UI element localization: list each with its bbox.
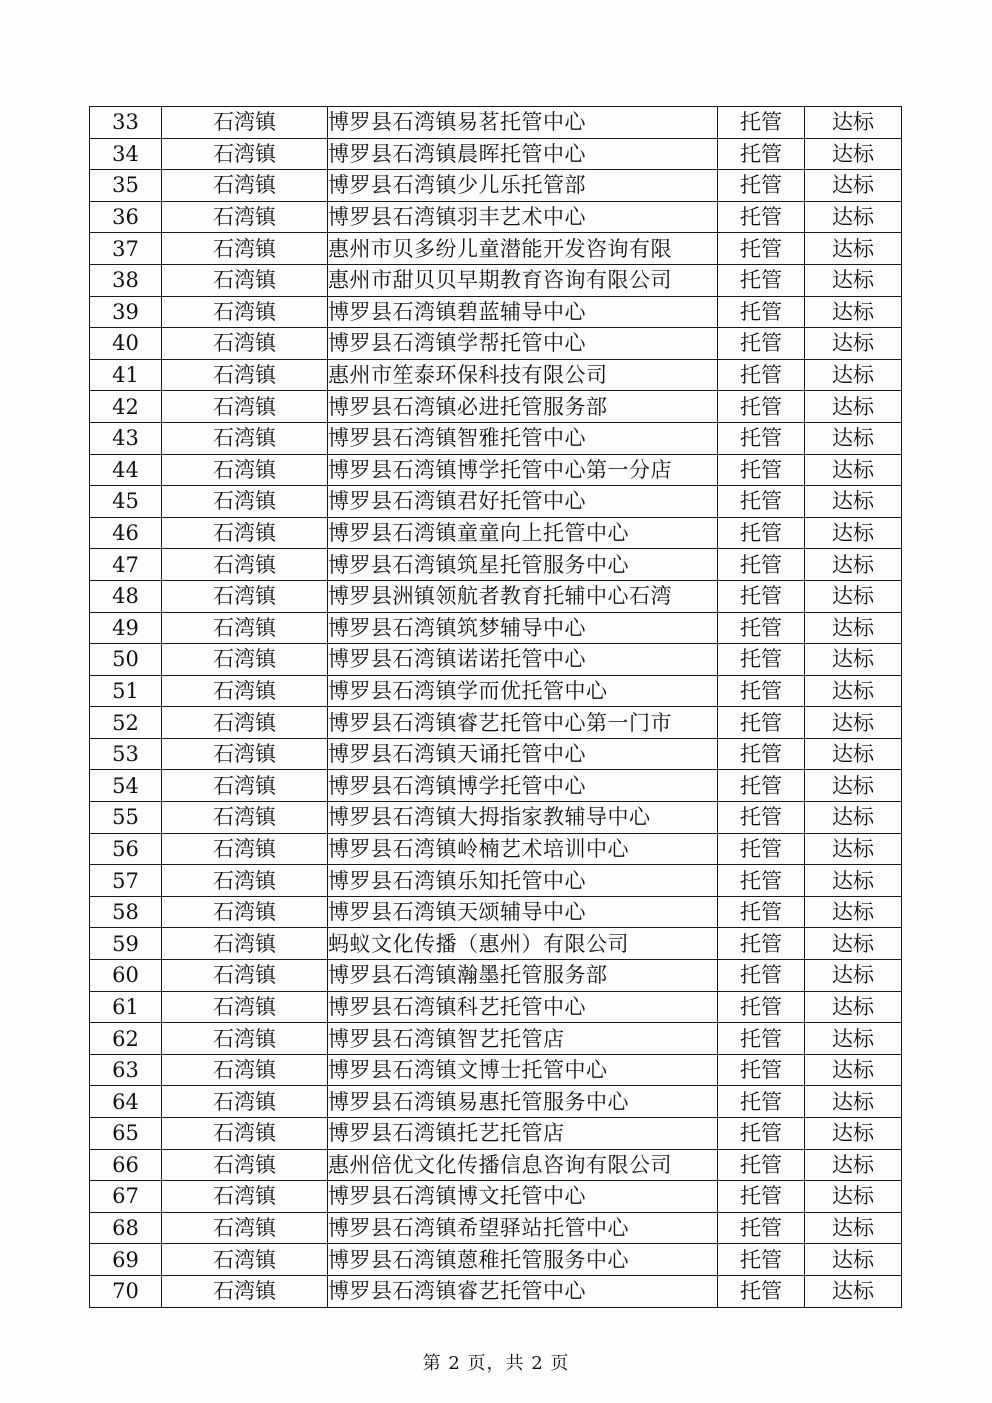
institution-name-cell: 博罗县洲镇领航者教育托辅中心石湾 <box>328 580 718 612</box>
town-cell: 石湾镇 <box>162 138 328 170</box>
table-row <box>90 1149 902 1181</box>
status-cell: 达标 <box>805 644 902 676</box>
row-number-cell: 55 <box>90 802 162 834</box>
service-type-cell: 托管 <box>718 517 805 549</box>
institution-name-cell: 惠州市贝多纷儿童潜能开发咨询有限 <box>328 233 718 265</box>
institution-name-cell: 博罗县石湾镇岭楠艺术培训中心 <box>328 833 718 865</box>
town-cell: 石湾镇 <box>162 1023 328 1055</box>
status-cell: 达标 <box>805 264 902 296</box>
status-cell: 达标 <box>805 1054 902 1086</box>
row-number-cell: 59 <box>90 928 162 960</box>
institution-name-cell: 蚂蚁文化传播（惠州）有限公司 <box>328 928 718 960</box>
institution-name-cell: 博罗县石湾镇学而优托管中心 <box>328 675 718 707</box>
row-number-cell: 47 <box>90 549 162 581</box>
row-number-cell: 64 <box>90 1086 162 1118</box>
institution-name-cell: 博罗县石湾镇大拇指家教辅导中心 <box>328 802 718 834</box>
service-type-cell: 托管 <box>718 264 805 296</box>
service-type-cell: 托管 <box>718 802 805 834</box>
institution-name-cell: 博罗县石湾镇必进托管服务部 <box>328 391 718 423</box>
row-number-cell: 34 <box>90 138 162 170</box>
town-cell: 石湾镇 <box>162 296 328 328</box>
row-number-cell: 69 <box>90 1244 162 1276</box>
service-type-cell: 托管 <box>718 833 805 865</box>
row-number-cell: 43 <box>90 422 162 454</box>
row-number-cell: 39 <box>90 296 162 328</box>
town-cell: 石湾镇 <box>162 612 328 644</box>
town-cell: 石湾镇 <box>162 233 328 265</box>
service-type-cell: 托管 <box>718 233 805 265</box>
institution-name-cell: 博罗县石湾镇君好托管中心 <box>328 486 718 518</box>
table-row <box>90 1244 902 1276</box>
status-cell: 达标 <box>805 1118 902 1150</box>
institution-name-cell: 惠州市甜贝贝早期教育咨询有限公司 <box>328 264 718 296</box>
row-number-cell: 60 <box>90 960 162 992</box>
row-number-cell: 40 <box>90 328 162 360</box>
town-cell: 石湾镇 <box>162 107 328 139</box>
status-cell: 达标 <box>805 391 902 423</box>
institution-name-cell: 博罗县石湾镇文博士托管中心 <box>328 1054 718 1086</box>
town-cell: 石湾镇 <box>162 580 328 612</box>
table-row <box>90 107 902 139</box>
town-cell: 石湾镇 <box>162 328 328 360</box>
table-row <box>90 896 902 928</box>
status-cell: 达标 <box>805 1275 902 1307</box>
service-type-cell: 托管 <box>718 675 805 707</box>
town-cell: 石湾镇 <box>162 802 328 834</box>
institution-name-cell: 博罗县石湾镇希望驿站托管中心 <box>328 1212 718 1244</box>
institution-name-cell: 博罗县石湾镇天诵托管中心 <box>328 738 718 770</box>
town-cell: 石湾镇 <box>162 896 328 928</box>
institution-name-cell: 博罗县石湾镇托艺托管店 <box>328 1118 718 1150</box>
service-type-cell: 托管 <box>718 707 805 739</box>
status-cell: 达标 <box>805 580 902 612</box>
service-type-cell: 托管 <box>718 1275 805 1307</box>
institution-name-cell: 博罗县石湾镇诺诺托管中心 <box>328 644 718 676</box>
town-cell: 石湾镇 <box>162 1149 328 1181</box>
row-number-cell: 41 <box>90 359 162 391</box>
institution-name-cell: 博罗县石湾镇碧蓝辅导中心 <box>328 296 718 328</box>
row-number-cell: 70 <box>90 1275 162 1307</box>
status-cell: 达标 <box>805 1149 902 1181</box>
town-cell: 石湾镇 <box>162 1244 328 1276</box>
table-row <box>90 802 902 834</box>
row-number-cell: 56 <box>90 833 162 865</box>
town-cell: 石湾镇 <box>162 264 328 296</box>
town-cell: 石湾镇 <box>162 991 328 1023</box>
row-number-cell: 33 <box>90 107 162 139</box>
table-row <box>90 865 902 897</box>
town-cell: 石湾镇 <box>162 201 328 233</box>
status-cell: 达标 <box>805 738 902 770</box>
status-cell: 达标 <box>805 991 902 1023</box>
row-number-cell: 44 <box>90 454 162 486</box>
service-type-cell: 托管 <box>718 454 805 486</box>
row-number-cell: 53 <box>90 738 162 770</box>
town-cell: 石湾镇 <box>162 422 328 454</box>
town-cell: 石湾镇 <box>162 675 328 707</box>
roster-table-body <box>90 107 902 1308</box>
status-cell: 达标 <box>805 138 902 170</box>
row-number-cell: 66 <box>90 1149 162 1181</box>
town-cell: 石湾镇 <box>162 486 328 518</box>
table-row <box>90 1118 902 1150</box>
town-cell: 石湾镇 <box>162 359 328 391</box>
table-row <box>90 644 902 676</box>
town-cell: 石湾镇 <box>162 1118 328 1150</box>
town-cell: 石湾镇 <box>162 833 328 865</box>
status-cell: 达标 <box>805 833 902 865</box>
institution-name-cell: 博罗县石湾镇童童向上托管中心 <box>328 517 718 549</box>
service-type-cell: 托管 <box>718 991 805 1023</box>
status-cell: 达标 <box>805 201 902 233</box>
service-type-cell: 托管 <box>718 549 805 581</box>
service-type-cell: 托管 <box>718 1118 805 1150</box>
institution-name-cell: 博罗县石湾镇少儿乐托管部 <box>328 170 718 202</box>
row-number-cell: 63 <box>90 1054 162 1086</box>
town-cell: 石湾镇 <box>162 738 328 770</box>
service-type-cell: 托管 <box>718 170 805 202</box>
town-cell: 石湾镇 <box>162 707 328 739</box>
town-cell: 石湾镇 <box>162 454 328 486</box>
institution-name-cell: 博罗县石湾镇博文托管中心 <box>328 1181 718 1213</box>
town-cell: 石湾镇 <box>162 549 328 581</box>
row-number-cell: 37 <box>90 233 162 265</box>
service-type-cell: 托管 <box>718 770 805 802</box>
town-cell: 石湾镇 <box>162 391 328 423</box>
table-row <box>90 1212 902 1244</box>
service-type-cell: 托管 <box>718 580 805 612</box>
town-cell: 石湾镇 <box>162 644 328 676</box>
institution-name-cell: 博罗县石湾镇筑星托管服务中心 <box>328 549 718 581</box>
service-type-cell: 托管 <box>718 1023 805 1055</box>
town-cell: 石湾镇 <box>162 960 328 992</box>
institution-name-cell: 博罗县石湾镇晨晖托管中心 <box>328 138 718 170</box>
service-type-cell: 托管 <box>718 107 805 139</box>
institution-name-cell: 博罗县石湾镇睿艺托管中心第一门市 <box>328 707 718 739</box>
row-number-cell: 58 <box>90 896 162 928</box>
status-cell: 达标 <box>805 422 902 454</box>
institution-name-cell: 博罗县石湾镇易茗托管中心 <box>328 107 718 139</box>
status-cell: 达标 <box>805 770 902 802</box>
row-number-cell: 50 <box>90 644 162 676</box>
table-row <box>90 1086 902 1118</box>
institution-name-cell: 博罗县石湾镇易惠托管服务中心 <box>328 1086 718 1118</box>
status-cell: 达标 <box>805 359 902 391</box>
row-number-cell: 45 <box>90 486 162 518</box>
town-cell: 石湾镇 <box>162 770 328 802</box>
status-cell: 达标 <box>805 896 902 928</box>
town-cell: 石湾镇 <box>162 170 328 202</box>
table-row <box>90 201 902 233</box>
institution-name-cell: 博罗县石湾镇博学托管中心第一分店 <box>328 454 718 486</box>
row-number-cell: 57 <box>90 865 162 897</box>
row-number-cell: 42 <box>90 391 162 423</box>
status-cell: 达标 <box>805 1181 902 1213</box>
row-number-cell: 36 <box>90 201 162 233</box>
institution-name-cell: 博罗县石湾镇科艺托管中心 <box>328 991 718 1023</box>
table-row <box>90 549 902 581</box>
row-number-cell: 62 <box>90 1023 162 1055</box>
institution-name-cell: 博罗县石湾镇智雅托管中心 <box>328 422 718 454</box>
roster-table <box>89 106 902 1308</box>
status-cell: 达标 <box>805 517 902 549</box>
institution-name-cell: 博罗县石湾镇蒽稚托管服务中心 <box>328 1244 718 1276</box>
table-row <box>90 454 902 486</box>
town-cell: 石湾镇 <box>162 865 328 897</box>
table-row <box>90 391 902 423</box>
table-row <box>90 612 902 644</box>
status-cell: 达标 <box>805 707 902 739</box>
table-row <box>90 833 902 865</box>
service-type-cell: 托管 <box>718 201 805 233</box>
service-type-cell: 托管 <box>718 422 805 454</box>
institution-name-cell: 博罗县石湾镇乐知托管中心 <box>328 865 718 897</box>
status-cell: 达标 <box>805 675 902 707</box>
row-number-cell: 46 <box>90 517 162 549</box>
status-cell: 达标 <box>805 296 902 328</box>
service-type-cell: 托管 <box>718 1054 805 1086</box>
service-type-cell: 托管 <box>718 486 805 518</box>
status-cell: 达标 <box>805 1244 902 1276</box>
institution-name-cell: 博罗县石湾镇博学托管中心 <box>328 770 718 802</box>
status-cell: 达标 <box>805 454 902 486</box>
service-type-cell: 托管 <box>718 1149 805 1181</box>
service-type-cell: 托管 <box>718 896 805 928</box>
service-type-cell: 托管 <box>718 1086 805 1118</box>
row-number-cell: 38 <box>90 264 162 296</box>
status-cell: 达标 <box>805 1023 902 1055</box>
status-cell: 达标 <box>805 802 902 834</box>
town-cell: 石湾镇 <box>162 1181 328 1213</box>
service-type-cell: 托管 <box>718 1212 805 1244</box>
town-cell: 石湾镇 <box>162 1054 328 1086</box>
town-cell: 石湾镇 <box>162 1275 328 1307</box>
status-cell: 达标 <box>805 486 902 518</box>
table-row <box>90 264 902 296</box>
status-cell: 达标 <box>805 612 902 644</box>
row-number-cell: 61 <box>90 991 162 1023</box>
status-cell: 达标 <box>805 1086 902 1118</box>
row-number-cell: 54 <box>90 770 162 802</box>
service-type-cell: 托管 <box>718 328 805 360</box>
service-type-cell: 托管 <box>718 738 805 770</box>
table-row <box>90 928 902 960</box>
table-row <box>90 707 902 739</box>
town-cell: 石湾镇 <box>162 517 328 549</box>
table-row <box>90 1054 902 1086</box>
institution-name-cell: 博罗县石湾镇羽丰艺术中心 <box>328 201 718 233</box>
town-cell: 石湾镇 <box>162 1212 328 1244</box>
table-row <box>90 422 902 454</box>
row-number-cell: 51 <box>90 675 162 707</box>
table-row <box>90 359 902 391</box>
table-row <box>90 170 902 202</box>
status-cell: 达标 <box>805 928 902 960</box>
table-row <box>90 960 902 992</box>
service-type-cell: 托管 <box>718 1244 805 1276</box>
row-number-cell: 68 <box>90 1212 162 1244</box>
table-row <box>90 580 902 612</box>
table-row <box>90 770 902 802</box>
row-number-cell: 49 <box>90 612 162 644</box>
status-cell: 达标 <box>805 549 902 581</box>
table-row <box>90 738 902 770</box>
town-cell: 石湾镇 <box>162 928 328 960</box>
row-number-cell: 65 <box>90 1118 162 1150</box>
service-type-cell: 托管 <box>718 865 805 897</box>
service-type-cell: 托管 <box>718 960 805 992</box>
table-row <box>90 1275 902 1307</box>
institution-name-cell: 博罗县石湾镇学帮托管中心 <box>328 328 718 360</box>
institution-name-cell: 惠州市笙泰环保科技有限公司 <box>328 359 718 391</box>
status-cell: 达标 <box>805 1212 902 1244</box>
row-number-cell: 35 <box>90 170 162 202</box>
page-footer: 第 2 页，共 2 页 <box>422 1353 570 1374</box>
table-row <box>90 991 902 1023</box>
institution-name-cell: 博罗县石湾镇瀚墨托管服务部 <box>328 960 718 992</box>
service-type-cell: 托管 <box>718 296 805 328</box>
institution-name-cell: 惠州倍优文化传播信息咨询有限公司 <box>328 1149 718 1181</box>
table-row <box>90 1181 902 1213</box>
service-type-cell: 托管 <box>718 644 805 676</box>
row-number-cell: 67 <box>90 1181 162 1213</box>
service-type-cell: 托管 <box>718 1181 805 1213</box>
institution-name-cell: 博罗县石湾镇智艺托管店 <box>328 1023 718 1055</box>
institution-name-cell: 博罗县石湾镇天颂辅导中心 <box>328 896 718 928</box>
table-row <box>90 233 902 265</box>
service-type-cell: 托管 <box>718 928 805 960</box>
institution-name-cell: 博罗县石湾镇筑梦辅导中心 <box>328 612 718 644</box>
table-row <box>90 486 902 518</box>
service-type-cell: 托管 <box>718 391 805 423</box>
row-number-cell: 52 <box>90 707 162 739</box>
service-type-cell: 托管 <box>718 612 805 644</box>
status-cell: 达标 <box>805 960 902 992</box>
status-cell: 达标 <box>805 107 902 139</box>
status-cell: 达标 <box>805 865 902 897</box>
status-cell: 达标 <box>805 328 902 360</box>
row-number-cell: 48 <box>90 580 162 612</box>
table-row <box>90 675 902 707</box>
table-row <box>90 296 902 328</box>
institution-name-cell: 博罗县石湾镇睿艺托管中心 <box>328 1275 718 1307</box>
table-row <box>90 517 902 549</box>
service-type-cell: 托管 <box>718 138 805 170</box>
town-cell: 石湾镇 <box>162 1086 328 1118</box>
table-row <box>90 328 902 360</box>
table-row <box>90 138 902 170</box>
service-type-cell: 托管 <box>718 359 805 391</box>
status-cell: 达标 <box>805 170 902 202</box>
table-row <box>90 1023 902 1055</box>
status-cell: 达标 <box>805 233 902 265</box>
